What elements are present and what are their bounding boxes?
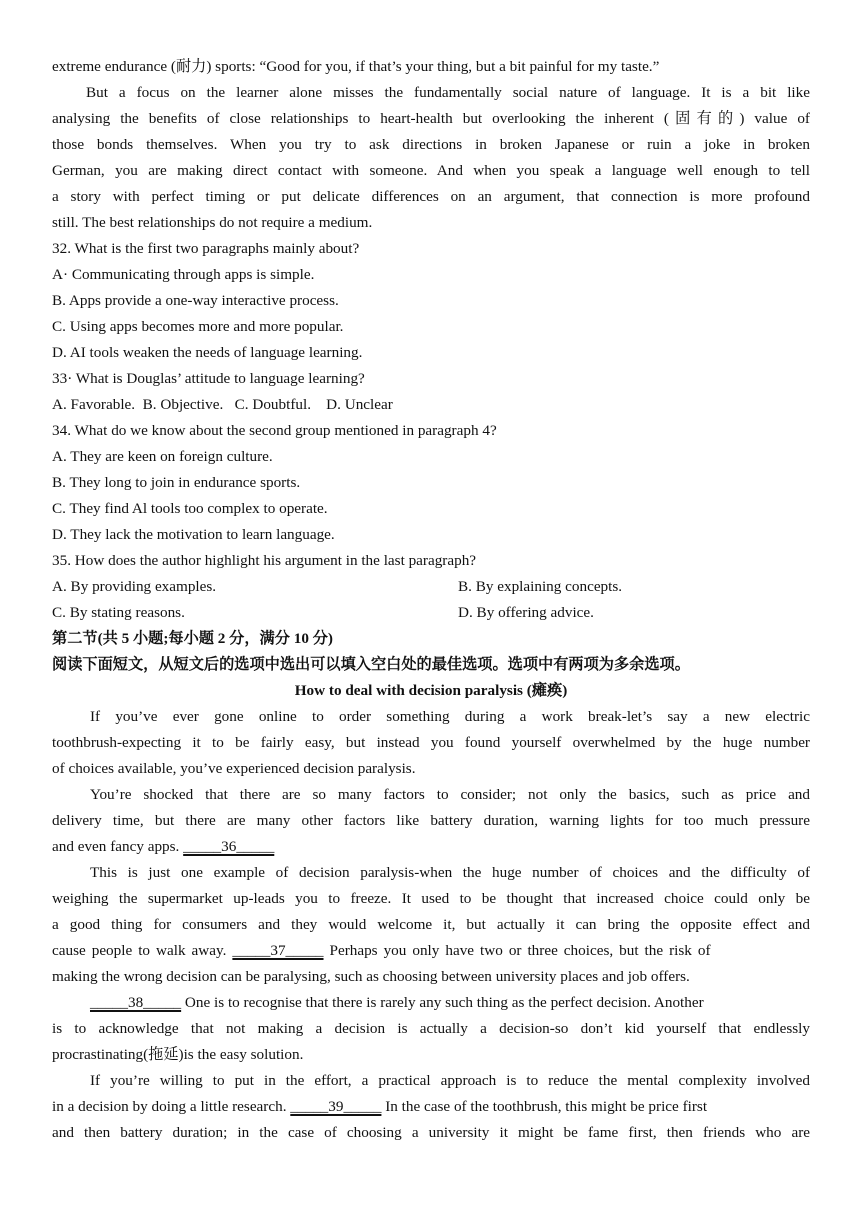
passage-continuation (52, 54, 810, 236)
text-segment: One is to recognise that there is rarely any such thing as the perfect decision. Another (181, 994, 704, 1011)
option-row (52, 574, 810, 600)
article-paragraph-3 (52, 860, 810, 990)
option-c: C. Using apps becomes more and more popular. (52, 318, 344, 335)
text-line: those bonds themselves. When you try to ask directions in broken Japanese or ruin a joke in broken (52, 136, 810, 153)
article-paragraph-2 (52, 782, 810, 860)
text-line: of choices available, you’ve experienced decision paralysis. (52, 760, 416, 777)
text-line (52, 834, 810, 860)
option-b: B. Apps provide a one-way interactive process. (52, 292, 339, 309)
text-line: analysing the benefits of close relationships to heart-health but overlooking the inherent (固有的) value of (52, 110, 810, 127)
text-line (52, 1094, 810, 1120)
question-34 (52, 418, 810, 548)
text-segment: Perhaps you only have two or three choices, but the risk of (323, 942, 711, 959)
text-line: If you’re willing to put in the effort, a practical approach is to reduce the mental complexity involved (90, 1072, 810, 1089)
option-c: C. By stating reasons. (52, 604, 185, 621)
option-c: C. They find Al tools too complex to operate. (52, 500, 328, 517)
text-line: This is just one example of decision paralysis-when the huge number of choices and the difficulty of (90, 864, 810, 881)
question-stem: 33· What is Douglas’ attitude to language learning? (52, 370, 365, 387)
option-a: A. They are keen on foreign culture. (52, 448, 273, 465)
text-segment: cause people to walk away. (52, 942, 233, 959)
question-33 (52, 366, 810, 418)
text-line: a good thing for consumers and they would welcome it, but actually it can bring the opposite effect and (52, 916, 810, 933)
blank-38: _____38_____ (90, 994, 182, 1011)
inline-options: A. Favorable. B. Objective. C. Doubtful. D. Unclear (52, 396, 393, 413)
article-paragraph-5 (52, 1068, 810, 1146)
blank-37: _____37_____ (232, 942, 324, 959)
text-line (52, 990, 810, 1016)
text-line: You’re shocked that there are so many factors to consider; not only the basics, such as price and (90, 786, 810, 803)
option-d: D. AI tools weaken the needs of language learning. (52, 344, 363, 361)
text-segment: and even fancy apps. (52, 838, 184, 855)
option-a: A· Communicating through apps is simple. (52, 266, 315, 283)
section-instruction: 阅读下面短文，从短文后的选项中选出可以填入空白处的最佳选项。选项中有两项为多余选项。 (52, 656, 690, 673)
text-line: delivery time, but there are many other factors like battery duration, warning lights for too much pressure (52, 812, 810, 829)
article-title: How to deal with decision paralysis (瘫痪) (294, 682, 568, 699)
question-stem: 32. What is the first two paragraphs mainly about? (52, 240, 360, 257)
option-b: B. They long to join in endurance sports. (52, 474, 301, 491)
article-paragraph-1 (52, 704, 810, 782)
blank-36: _____36_____ (183, 838, 275, 855)
question-stem: 35. How does the author highlight his argument in the last paragraph? (52, 552, 477, 569)
text-segment: In the case of the toothbrush, this might be price first (381, 1098, 708, 1115)
option-a: A. By providing examples. (52, 578, 217, 595)
text-line: toothbrush-expecting it to be fairly easy, but instead you found yourself overwhelmed by the huge number (52, 734, 810, 751)
blank-39: _____39_____ (290, 1098, 382, 1115)
text-line: German, you are making direct contact with someone. And when you speak a language well enough to tell (52, 162, 810, 179)
text-line: extreme endurance (耐力) sports: “Good for you, if that’s your thing, but a bit painful for my taste.” (52, 58, 660, 75)
section-heading: 第二节(共 5 小题;每小题 2 分，满分 10 分) (52, 630, 333, 647)
text-line (52, 938, 810, 964)
text-line: If you’ve ever gone online to order something during a work break-let’s say a new electric (90, 708, 810, 725)
text-line: is to acknowledge that not making a decision is actually a decision-so don’t kid yourself that endlessly (52, 1020, 810, 1037)
question-stem: 34. What do we know about the second group mentioned in paragraph 4? (52, 422, 497, 439)
option-d: D. They lack the motivation to learn language. (52, 526, 335, 543)
option-row (52, 600, 810, 626)
option-b: B. By explaining concepts. (458, 578, 623, 595)
text-line: and then battery duration; in the case of choosing a university it might be fame first, then friends who are (52, 1124, 810, 1141)
exam-page (52, 54, 810, 1146)
text-line: procrastinating(拖延)is the easy solution. (52, 1046, 304, 1063)
question-32 (52, 236, 810, 366)
article-paragraph-4 (52, 990, 810, 1068)
text-line: weighing the supermarket up-leads you to freeze. It used to be thought that increased choice could only be (52, 890, 810, 907)
question-35 (52, 548, 810, 626)
text-line: still. The best relationships do not require a medium. (52, 214, 373, 231)
text-line: But a focus on the learner alone misses the fundamentally social nature of language. It is a bit like (86, 84, 810, 101)
text-line: a story with perfect timing or put delicate differences on an argument, that connection is more profound (52, 188, 810, 205)
option-d: D. By offering advice. (458, 604, 594, 621)
text-line: making the wrong decision can be paralysing, such as choosing between university places and job offers. (52, 968, 690, 985)
text-segment: in a decision by doing a little research. (52, 1098, 291, 1115)
